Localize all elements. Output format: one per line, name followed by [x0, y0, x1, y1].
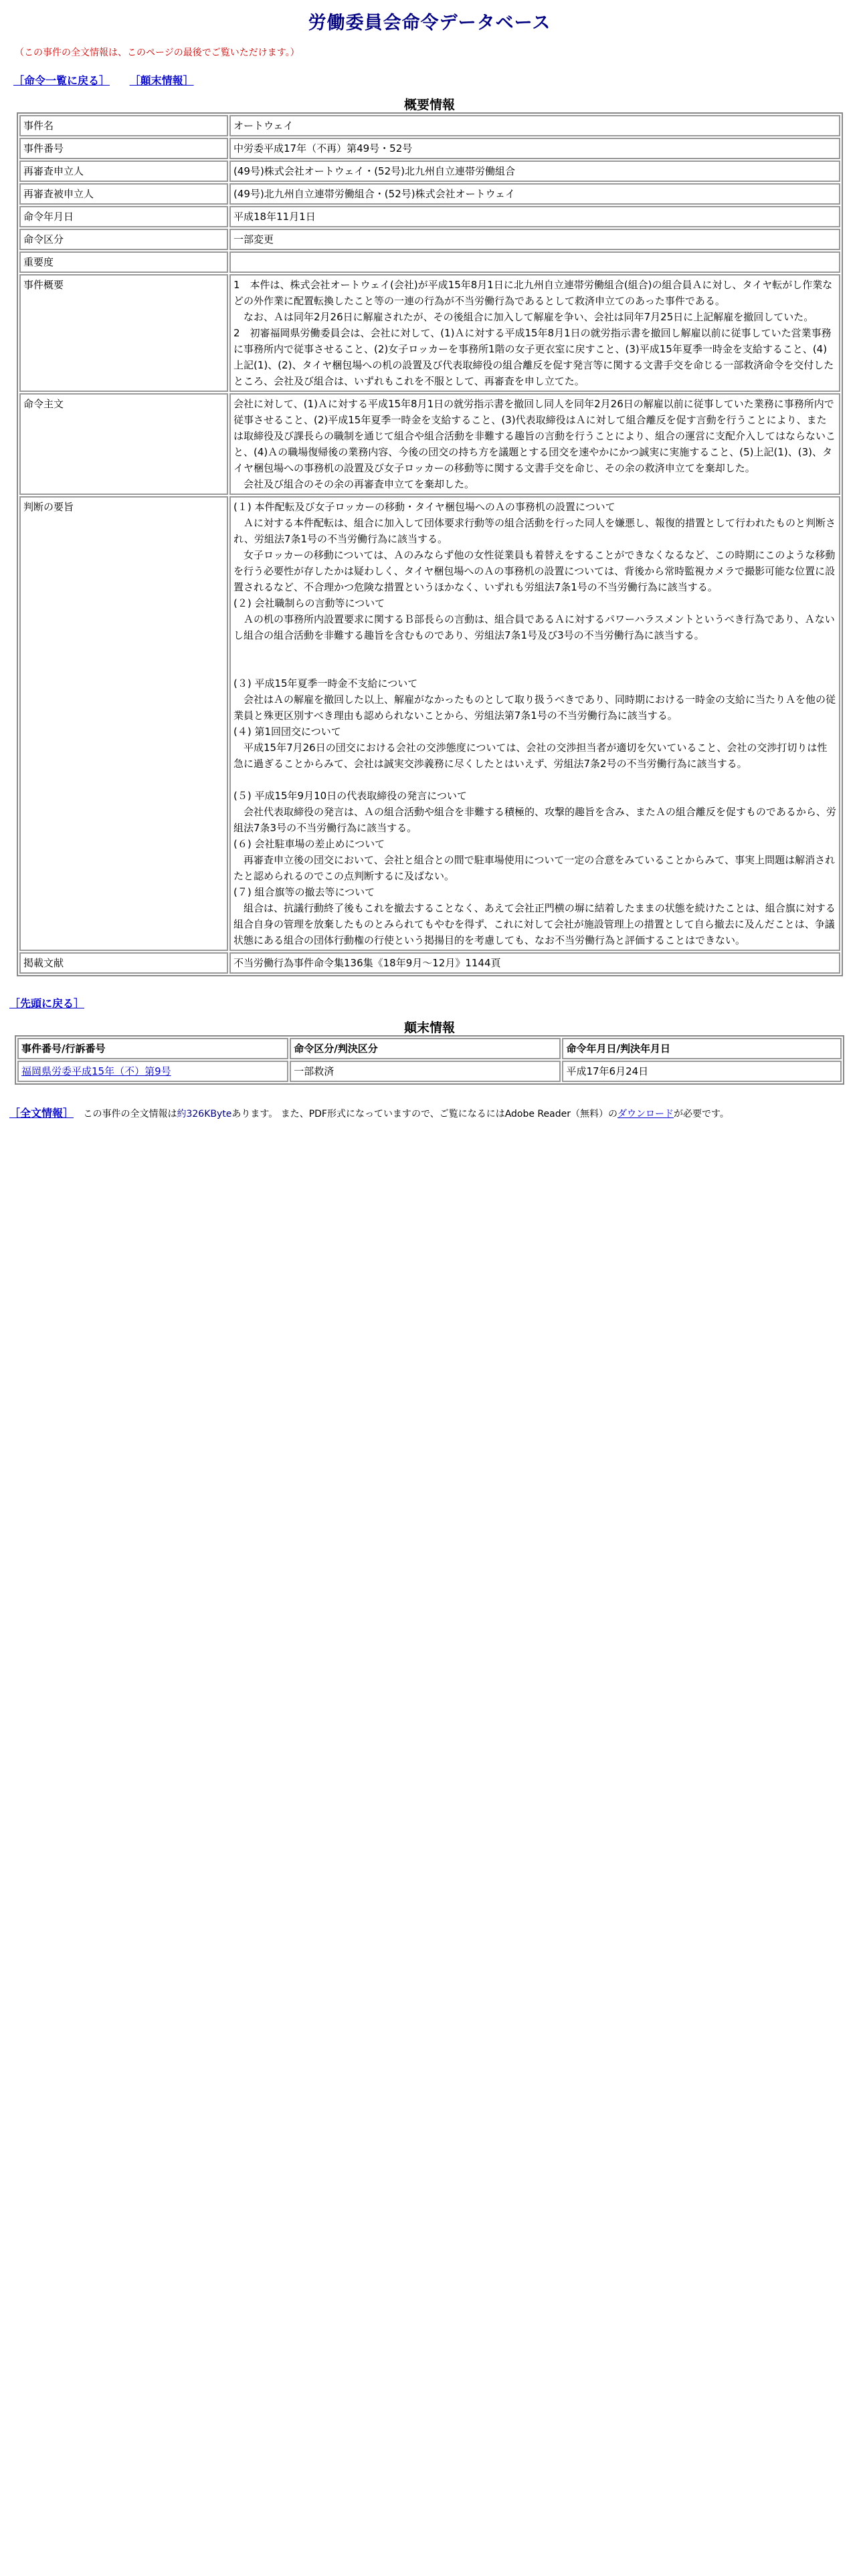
row-value-cell — [229, 183, 840, 205]
closing-case-link[interactable]: 福岡県労委平成15年（不）第9号 — [21, 1065, 171, 1077]
table-row — [19, 206, 840, 227]
row-value: オートウェイ — [233, 120, 294, 132]
row-value: (49号)株式会社オートウェイ・(52号)北九州自立連帯労働組合 — [233, 165, 515, 177]
row-value: (49号)北九州自立連帯労働組合・(52号)株式会社オートウェイ — [233, 188, 515, 200]
closing-info-link[interactable]: ［顛末情報］ — [129, 74, 194, 87]
table-row — [19, 274, 840, 392]
fulltext-link[interactable]: ［全文情報］ — [9, 1107, 74, 1119]
closing-header-case-number: 事件番号/行訴番号 — [17, 1038, 288, 1059]
footer-text-after: が必要です。 — [673, 1109, 729, 1119]
row-label: 命令主文 — [19, 393, 228, 495]
closing-header-order-date: 命令年月日/判決年月日 — [562, 1038, 842, 1059]
file-size: 約326KByte — [177, 1109, 232, 1119]
row-value-cell — [229, 496, 840, 951]
footer-text-before: この事件の全文情報は — [83, 1109, 177, 1119]
closing-table — [15, 1035, 844, 1085]
row-label: 再審査申立人 — [19, 160, 228, 182]
row-value: 平成18年11月1日 — [233, 211, 316, 223]
table-row — [17, 1061, 842, 1082]
summary-table — [17, 112, 843, 976]
row-value: 1 本件は、株式会社オートウェイ(会社)が平成15年8月1日に北九州自立連帯労働組合(組合)の組合員Ａに対し、タイヤ転がし作業などの外作業に配置転換したこと等の一連の行為が不当労働行為であるとして救済申立てのあった事件である。 なお、Ａは同年2月26日に解雇されたが、その後組合に加入して解雇を争い、会社は同年7月25日に上記解雇を撤回していた。 2 初審福岡県労働委員会は、会社に対して、(1)Ａに対する平成15年8月1日の就労指示書を撤回し解雇以前に従事していた営業事務に事務所内で従事させること、(2)女子ロッカーを事務所1階の女子更衣室に戻すこと、(3)平成15年夏季一時金を支給すること、(4)上記(1)、(2)、タイヤ梱包場への机の設置及び代表取締役の組合離反を促す発言等に関する文書手交を命じる一部救済命令を交付したところ、会社及び組合は、いずれもこれを不服として、再審査を申し立てた。 — [233, 279, 834, 387]
row-value: 一部変更 — [233, 233, 274, 245]
table-row — [19, 229, 840, 250]
row-value: 中労委平成17年（不再）第49号・52号 — [233, 142, 413, 154]
row-value-cell — [229, 206, 840, 227]
summary-section-title: 概要情報 — [403, 98, 455, 112]
row-label: 命令年月日 — [19, 206, 228, 227]
fulltext-footer — [9, 1105, 729, 1120]
order-list-link[interactable]: ［命令一覧に戻る］ — [13, 74, 110, 87]
closing-header-order-type: 命令区分/判決区分 — [290, 1038, 561, 1059]
table-row — [19, 952, 840, 974]
fulltext-note: （この事件の全文情報は、このページの最後でご覧いただけます。） — [15, 47, 300, 58]
site-title: 労働委員会命令データベース — [308, 13, 551, 33]
closing-order-type: 一部救済 — [290, 1061, 561, 1082]
table-row — [19, 496, 840, 951]
row-value: (１) 本件配転及び女子ロッカーの移動・タイヤ梱包場へのＡの事務机の設置について Ａに対する本件配転は、組合に加入して団体要求行動等の組合活動を行った同人を嫌悪し、報復的措置として行われたものと判断され、労組法7条1号の不当労働行為に該当する。 女子ロッカーの移動については、Ａのみならず他の女性従業員も着替えをすることができなくなるなど、この時期にこのような移動を行う必要性が存したかは疑わしく、タイヤ梱包場へのＡの事務机の設置については、背後から常時監視カメラで撮影可能な位置に設置されるなど、不合理かつ危険な措置というほかなく、いずれも労組法7条1号の不当労働行為に該当する。 (２) 会社職制らの言動等について Ａの机の事務所内設置要求に関するＢ部長らの言動は、組合員であるＡに対するパワーハラスメントというべき行為であり、Ａないし組合の組合活動を非難する趣旨を含むものであり、労組法7条1号及び3号の不当労働行為に該当する。 (３) 平成15年夏季一時金不支給について 会社はＡの解雇を撤回した以上、解雇がなかったものとして取り扱うべきであり、同時期における一時金の支給に当たりＡを他の従業員と殊更区別すべき理由も認められないことから、労組法第7条1号の不当労働行為に該当する。 (４) 第1回団交について 平成15年7月26日の団交における会社の交渉態度については、会社の交渉担当者が適切を欠いていること、会社の交渉打切りは性急に過ぎることからみて、会社は誠実交渉義務に尽くしたとはいえず、労組法7条2号の不当労働行為に該当する。 (５) 平成15年9月10日の代表取締役の発言について 会社代表取締役の発言は、Ａの組合活動や組合を非難する積極的、攻撃的趣旨を含み、またＡの組合離反を促すものであるから、労組法7条3号の不当労働行為に該当する。 (６) 会社駐車場の差止めについて 再審査申立後の団交において、会社と組合との間で駐車場使用について一定の合意をみていることからみて、事実上問題は解消されたと認められるのでこの点判断するに及ばない。 (７) 組合旗等の撤去等について 組合は、抗議行動終了後もこれを撤去することなく、あえて会社正門横の塀に結着したままの状態を続けたことは、組合旗に対する組合自身の管理を放棄したものとみられてもやむを得ず、これに対して会社が施設管理上の措置として自ら撤去に及んだことは、争議状態にある組合の団体行動権の行使という掲揚目的を考慮しても、なお不当労働行為と評価することはできない。 — [233, 501, 836, 946]
row-value: 会社に対して、(1)Ａに対する平成15年8月1日の就労指示書を撤回し同人を同年2月26日の解雇以前に従事していた業務に事務所内で従事させること、(2)平成15年夏季一時金を支給すること、(3)代表取締役はＡに対して組合離反を促す言動を行うことにより、または取締役及び課長らの職制を通じて組合や組合活動を非難する趣旨の言動を行うことにより、組合の運営に支配介入してはならないこと、(4)Ａの職場復帰後の業務内容、今後の団交の持ち方を議題とする団交を速やかにかつ誠実に実施すること、(5)上記(1)、(3)、タイヤ梱包場への事務机の設置及び女子ロッカーの移動等に関する文書手交を命じ、その余の救済申立てを棄却した。 会社及び組合のその余の再審査申立てを棄却した。 — [233, 398, 836, 490]
row-label: 再審査被申立人 — [19, 183, 228, 205]
row-value-cell — [229, 393, 840, 495]
row-label: 事件名 — [19, 115, 228, 136]
row-label: 事件番号 — [19, 138, 228, 159]
back-to-top-link[interactable]: ［先頭に戻る］ — [9, 997, 85, 1010]
row-label: 掲載文献 — [19, 952, 228, 974]
row-label: 命令区分 — [19, 229, 228, 250]
row-label: 判断の要旨 — [19, 496, 228, 951]
row-value-cell — [229, 274, 840, 392]
row-value-cell — [229, 952, 840, 974]
row-value-cell — [229, 160, 840, 182]
closing-section-title: 顛末情報 — [403, 1021, 455, 1035]
row-label: 重要度 — [19, 251, 228, 273]
table-row — [19, 251, 840, 273]
row-value: 不当労働行為事件命令集136集《18年9月～12月》1144頁 — [233, 957, 501, 969]
table-row — [19, 138, 840, 159]
closing-order-date: 平成17年6月24日 — [562, 1061, 842, 1082]
table-row — [19, 160, 840, 182]
table-row — [19, 115, 840, 136]
top-navigation — [13, 72, 210, 88]
row-value-cell — [229, 251, 840, 273]
table-row — [19, 183, 840, 205]
table-row — [19, 393, 840, 495]
row-value-cell — [229, 115, 840, 136]
back-to-top — [9, 995, 84, 1010]
download-link[interactable]: ダウンロード — [617, 1109, 674, 1119]
row-value-cell — [229, 138, 840, 159]
row-value-cell — [229, 229, 840, 250]
footer-text-middle: あります。 また、PDF形式になっていますので、ご覧になるにはAdobe Reader（無料）の — [231, 1109, 617, 1119]
row-label: 事件概要 — [19, 274, 228, 392]
